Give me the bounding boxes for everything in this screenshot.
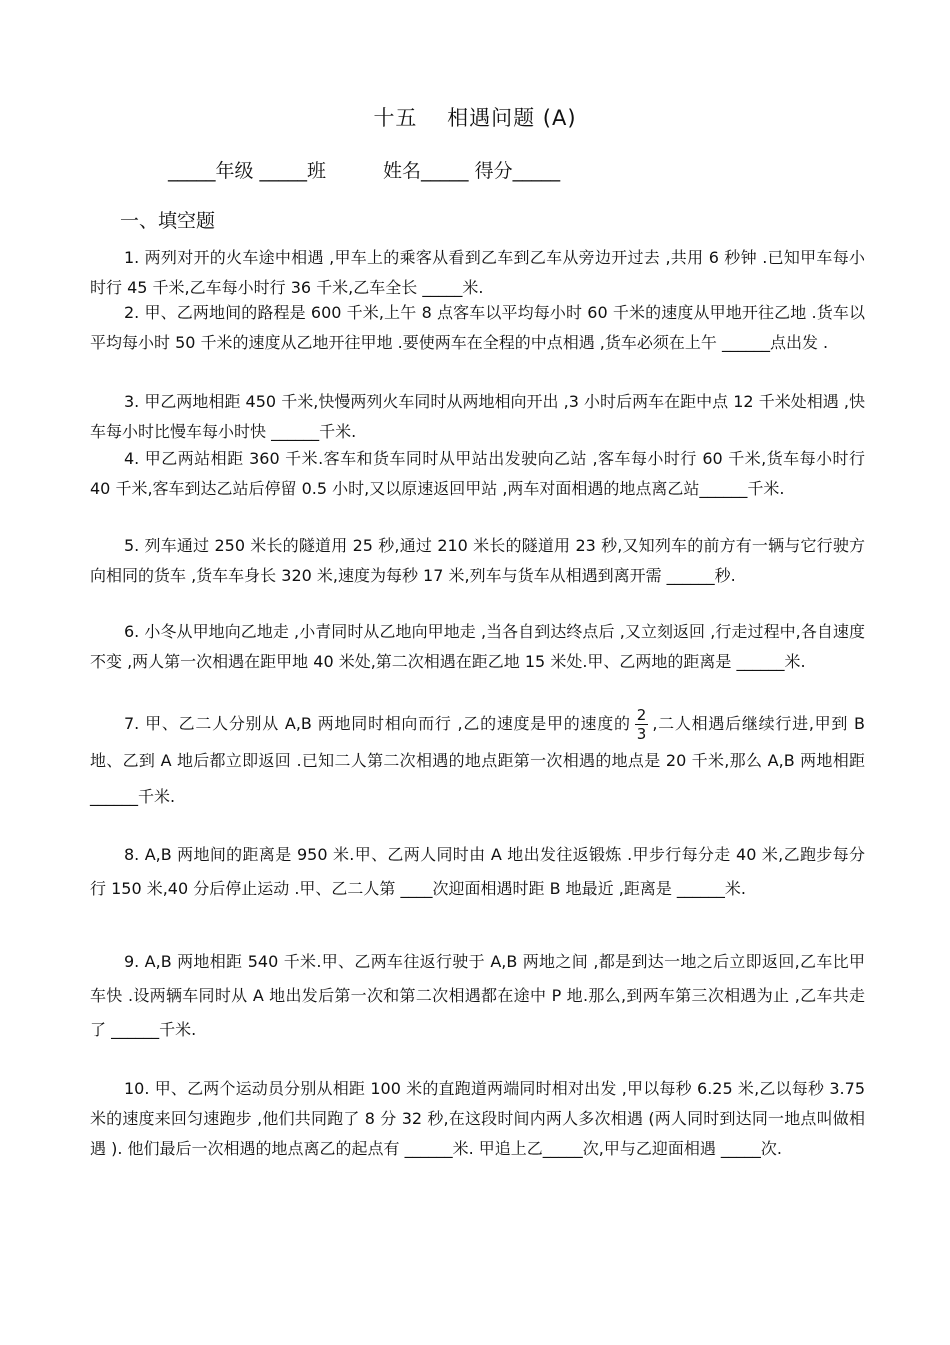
question-7-text-a: 7. 甲、乙二人分别从 A,B 两地同时相向而行 ,乙的速度是甲的速度的: [124, 714, 631, 733]
question-1: 1. 两列对开的火车途中相遇 ,甲车上的乘客从看到乙车到乙车从旁边开过去 ,共用 6 秒钟 .已知甲车每小时行 45 千米,乙车每小时行 36 千米,乙车全长 _____米.: [90, 248, 865, 297]
question-5: 5. 列车通过 250 米长的隧道用 25 秒,通过 210 米长的隧道用 23 秒,又知列车的前方有一辆与它行驶方向相同的货车 ,货车车身长 320 米,速度为每秒 17 米,列车与货车从相遇到离开需 ______秒.: [90, 536, 865, 585]
question-3: 3. 甲乙两地相距 450 千米,快慢两列火车同时从两地相向开出 ,3 小时后两车在距中点 12 千米处相遇 ,快车每小时比慢车每小时快 ______千米.: [90, 392, 865, 441]
student-info-line: _____年级 _____班 姓名_____ 得分_____: [168, 160, 561, 182]
fraction-denominator: 3: [636, 725, 647, 743]
question-7: [90, 706, 865, 815]
page-title: 十五 相遇问题 (A): [373, 106, 577, 130]
question-9: 9. A,B 两地相距 540 千米.甲、乙两车往返行驶于 A,B 两地之间 ,都是到达一地之后立即返回,乙车比甲车快 .设两辆车同时从 A 地出发后第一次和第二次相遇都在途中 P 地.那么,到两车第三次相遇为止 ,乙车共走了 ______千米.: [90, 952, 865, 1039]
question-6: 6. 小冬从甲地向乙地走 ,小青同时从乙地向甲地走 ,当各自到达终点后 ,又立刻返回 ,行走过程中,各自速度不变 ,两人第一次相遇在距甲地 40 米处,第二次相遇在距乙地 15 米处.甲、乙两地的距离是 ______米.: [90, 622, 865, 671]
question-4: 4. 甲乙两站相距 360 千米.客车和货车同时从甲站出发驶向乙站 ,客车每小时行 60 千米,货车每小时行 40 千米,客车到达乙站后停留 0.5 小时,又以原速返回甲站 ,两车对面相遇的地点离乙站______千米.: [90, 449, 865, 498]
question-8: 8. A,B 两地间的距离是 950 米.甲、乙两人同时由 A 地出发往返锻炼 .甲步行每分走 40 米,乙跑步每分行 150 米,40 分后停止运动 .甲、乙二人第 ____次迎面相遇时距 B 地最近 ,距离是 ______米.: [90, 845, 865, 898]
question-2: 2. 甲、乙两地间的路程是 600 千米,上午 8 点客车以平均每小时 60 千米的速度从甲地开往乙地 .货车以平均每小时 50 千米的速度从乙地开往甲地 .要使两车在全程的中点相遇 ,货车必须在上午 ______点出发 .: [90, 303, 865, 352]
fraction-numerator: 2: [636, 706, 647, 724]
section-heading: 一、填空题: [120, 210, 216, 232]
question-7-text-b: ,二人相遇后继续行进,甲到 B 地、乙到 A 地后都立即返回 .已知二人第二次相遇的地点距第一次相遇的地点是 20 千米,那么 A,B 两地相距 ______千米.: [90, 714, 865, 806]
question-10: 10. 甲、乙两个运动员分别从相距 100 米的直跑道两端同时相对出发 ,甲以每秒 6.25 米,乙以每秒 3.75 米的速度来回匀速跑步 ,他们共同跑了 8 分 32 秒,在这段时间内两人多次相遇 (两人同时到达同一地点叫做相遇 ). 他们最后一次相遇的地点离乙的起点有 ______米. 甲追上乙_____次,甲与乙迎面相遇 _____次.: [90, 1079, 865, 1158]
fraction-two-thirds: [635, 706, 649, 743]
